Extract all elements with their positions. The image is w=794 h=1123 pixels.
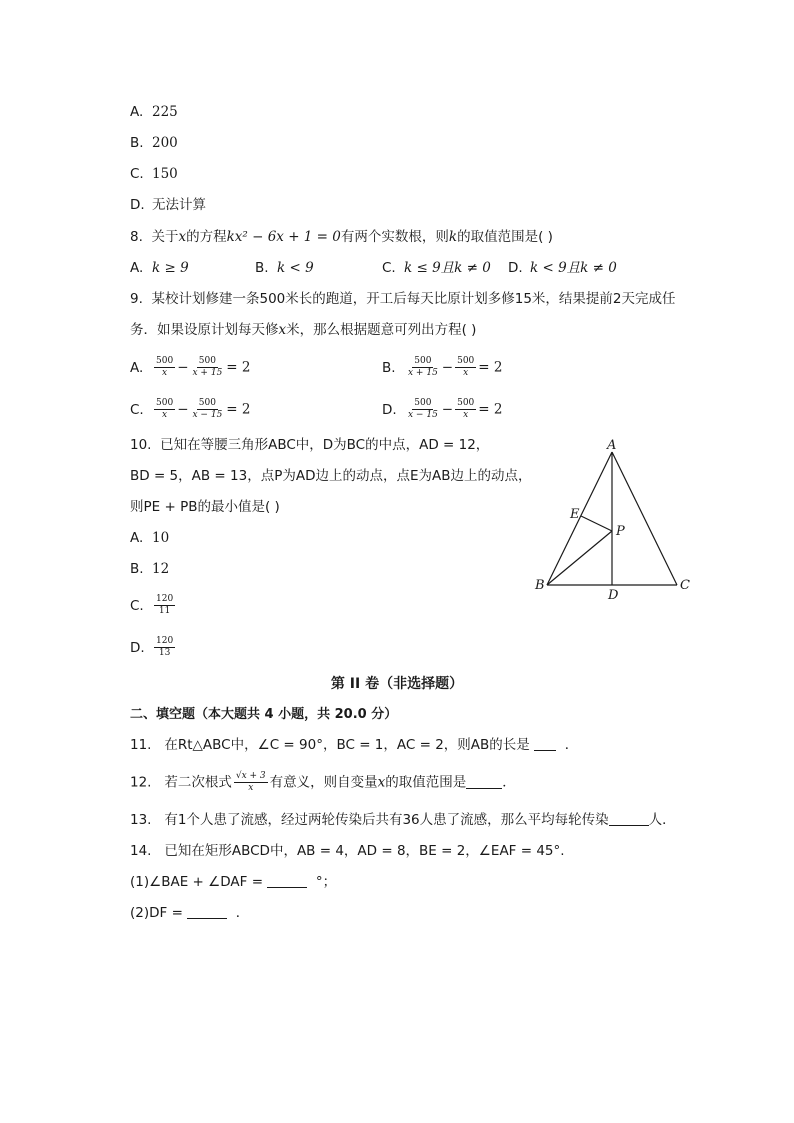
- segment-pb: [547, 531, 612, 585]
- q9-option-a: A. $\frac{500}{x}$ − $\frac{500}{x + 15}$ = 2: [130, 356, 251, 378]
- q10-option-c: C. $\frac{120}{11}$: [130, 594, 174, 616]
- q9-stem-line2: 务．如果设原计划每天修x米，那么根据题意可列出方程( ): [130, 322, 477, 338]
- q9-option-c: C. $\frac{500}{x}$ − $\frac{500}{x - 15}$ = 2: [130, 398, 251, 420]
- q10-option-b: B. 12: [130, 561, 170, 577]
- q13-answer-blank[interactable]: [609, 811, 649, 826]
- q10-option-a: A. 10: [130, 530, 170, 546]
- q9-stem-line1: 9. 某校计划修建一条500米长的跑道，开工后每天比原计划多修15米，结果提前2天完成任: [130, 291, 676, 307]
- q14-sub1-answer-blank[interactable]: [267, 873, 307, 888]
- q10-option-d: D. $\frac{120}{13}$: [130, 636, 174, 658]
- q7-option-b: B. 200: [130, 135, 178, 151]
- q7-option-d: D. 无法计算: [130, 197, 206, 213]
- label-p: P: [616, 524, 625, 539]
- q12-answer-blank[interactable]: [466, 774, 502, 789]
- q7-option-c: C. 150: [130, 166, 178, 182]
- q10-triangle-figure: [530, 436, 700, 606]
- label-a: A: [607, 438, 617, 453]
- q13: 13. 有1个人患了流感，经过两轮传染后共有36人患了流感，那么平均每轮传染 人．: [130, 812, 676, 828]
- q14-stem: 14. 已知在矩形ABCD中，AB = 4，AD = 8，BE = 2，∠EAF = 45°.: [130, 843, 565, 859]
- q8-option-d: D. k < 9且k ≠ 0: [508, 260, 617, 276]
- segment-pe: [581, 516, 612, 531]
- q9-option-b: B. $\frac{500}{x + 15}$ − $\frac{500}{x}$ = 2: [382, 356, 503, 378]
- label-b: B: [535, 578, 545, 593]
- side-ab: [547, 452, 612, 585]
- q7-option-a: A. 225: [130, 104, 178, 120]
- label-e: E: [570, 507, 580, 522]
- q10-stem-line1: 10. 已知在等腰三角形ABC中，D为BC的中点，AD = 12，: [130, 437, 490, 453]
- q10-stem-line3: 则PE + PB的最小值是( ): [130, 499, 280, 515]
- section2-heading: 二、填空题（本大题共 4 小题，共 20.0 分）: [130, 707, 398, 722]
- side-ac: [612, 452, 677, 585]
- q11-answer-blank[interactable]: [534, 736, 556, 751]
- q14-sub2: (2)DF = ．: [130, 905, 250, 921]
- q8-stem: 8. 关于x的方程kx² − 6x + 1 = 0有两个实数根，则k的取值范围是( ): [130, 229, 553, 245]
- q11: 11. 在Rt△ABC中，∠C = 90°，BC = 1，AC = 2，则AB的长是 ．: [130, 737, 579, 753]
- label-c: C: [680, 578, 690, 593]
- q14-sub1: (1)∠BAE + ∠DAF = °；: [130, 874, 337, 890]
- q8-option-b: B. k < 9: [255, 260, 314, 276]
- q9-option-d: D. $\frac{500}{x - 15}$ − $\frac{500}{x}$ = 2: [382, 398, 503, 420]
- q8-option-a: A. k ≥ 9: [130, 260, 189, 276]
- part2-title: 第 II 卷（非选择题）: [330, 676, 464, 692]
- q10-stem-line2: BD = 5，AB = 13，点P为AD边上的动点，点E为AB边上的动点，: [130, 468, 532, 484]
- label-d: D: [608, 588, 619, 603]
- q8-option-c: C. k ≤ 9且k ≠ 0: [382, 260, 491, 276]
- q12: 12. 若二次根式 $\frac{√x + 3}{x}$ 有意义，则自变量x的取值范围是 ．: [130, 771, 516, 793]
- q14-sub2-answer-blank[interactable]: [187, 904, 227, 919]
